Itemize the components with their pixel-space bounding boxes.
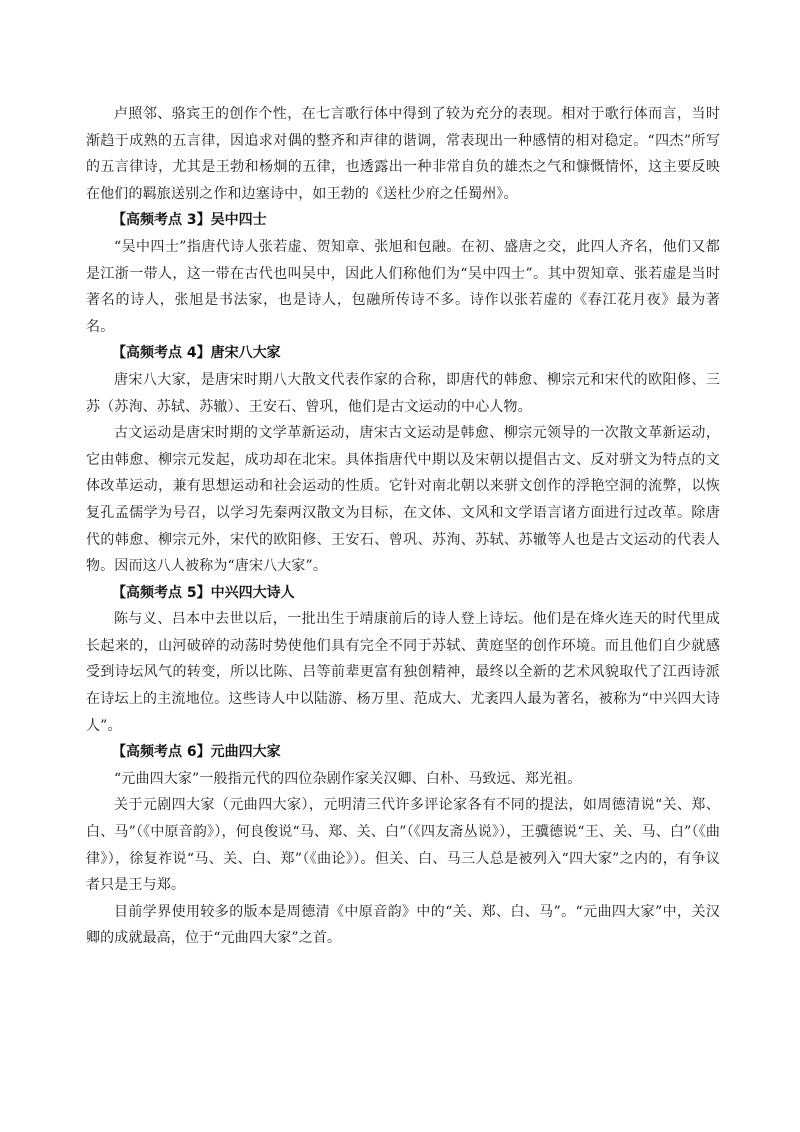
- section-heading: 【高频考点 6】元曲四大家: [112, 744, 281, 761]
- section-paragraph: 古文运动是唐宋时期的文学革新运动，唐宋古文运动是韩愈、柳宗元领导的一次散文革新运动，它由韩愈、柳宗元发起，成功却在北宋。具体指唐代中期以及宋朝以提倡古文、反对骈文为特点的文体改革运动，兼有思想运动和社会运动的性质。它针对南北朝以来骈文创作的浮艳空洞的流弊，以恢复孔孟儒学为号召，以学习先秦两汉散文为目标，在文体、文风和文学语言诸方面进行过改革。除唐代的韩愈、柳宗元外，宋代的欧阳修、王安石、曾巩、苏洵、苏轼、苏辙等人也是古文运动的代表人物。因而这八人被称为“唐宋八大家”。: [86, 425, 720, 575]
- document-page: [86, 101, 720, 952]
- section-paragraph: 关于元剧四大家（元曲四大家），元明清三代许多评论家各有不同的提法，如周德清说“关、郑、白、马”（《中原音韵》），何良俊说“马、郑、关、白”（《四友斋丛说》），王骥德说“王、关、马、白”（《曲律》），徐复祚说“马、关、白、郑”（《曲论》）。但关、白、马三人总是被列入“四大家”之内的，有争议者只是王与郑。: [86, 797, 720, 894]
- section-paragraph: “吴中四士”指唐代诗人张若虚、贺知章、张旭和包融。在初、盛唐之交，此四人齐名，他们又都是江浙一带人，这一带在古代也叫吴中，因此人们称他们为“吴中四士”。其中贺知章、张若虚是当时著名的诗人，张旭是书法家，也是诗人，包融所传诗不多。诗作以张若虚的《春江花月夜》最为著名。: [86, 238, 720, 335]
- section-zhongxing-sida-shiren: [86, 580, 720, 740]
- intro-paragraph: 卢照邻、骆宾王的创作个性，在七言歌行体中得到了较为充分的表现。相对于歌行体而言，当时渐趋于成熟的五言律，因追求对偶的整齐和声律的谐调，常表现出一种感情的相对稳定。“四杰”所写的五言律诗，尤其是王勃和杨炯的五律，也透露出一种非常自负的雄杰之气和慷慨情怀，这主要反映在他们的羁旅送别之作和边塞诗中，如王勃的《送杜少府之任蜀州》。: [86, 106, 720, 202]
- section-wuzhong-sishi: [86, 207, 720, 340]
- section-heading: 【高频考点 4】唐宋八大家: [112, 345, 281, 362]
- section-paragraph: “元曲四大家”一般指元代的四位杂剧作家关汉卿、白朴、马致远、郑光祖。: [114, 770, 582, 787]
- section-heading: 【高频考点 5】中兴四大诗人: [112, 584, 295, 601]
- section-paragraph: 唐宋八大家，是唐宋时期八大散文代表作家的合称，即唐代的韩愈、柳宗元和宋代的欧阳修、三苏（苏洵、苏轼、苏辙）、王安石、曾巩，他们是古文运动的中心人物。: [86, 371, 720, 415]
- section-heading: 【高频考点 3】吴中四士: [112, 212, 267, 229]
- section-paragraph: 目前学界使用较多的版本是周德清《中原音韵》中的“关、郑、白、马”。“元曲四大家”中，关汉卿的成就最高，位于“元曲四大家”之首。: [86, 903, 720, 947]
- section-tangsong-badajia: [86, 340, 720, 579]
- section-yuanqu-sidajia: [86, 739, 720, 952]
- section-paragraph: 陈与义、吕本中去世以后，一批出生于靖康前后的诗人登上诗坛。他们是在烽火连天的时代里成长起来的，山河破碎的动荡时势使他们具有完全不同于苏轼、黄庭坚的创作环境。而且他们自少就感受到诗坛风气的转变，所以比陈、吕等前辈更富有独创精神，最终以全新的艺术风貌取代了江西诗派在诗坛上的主流地位。这些诗人中以陆游、杨万里、范成大、尤袤四人最为著名，被称为“中兴四大诗人”。: [86, 611, 720, 734]
